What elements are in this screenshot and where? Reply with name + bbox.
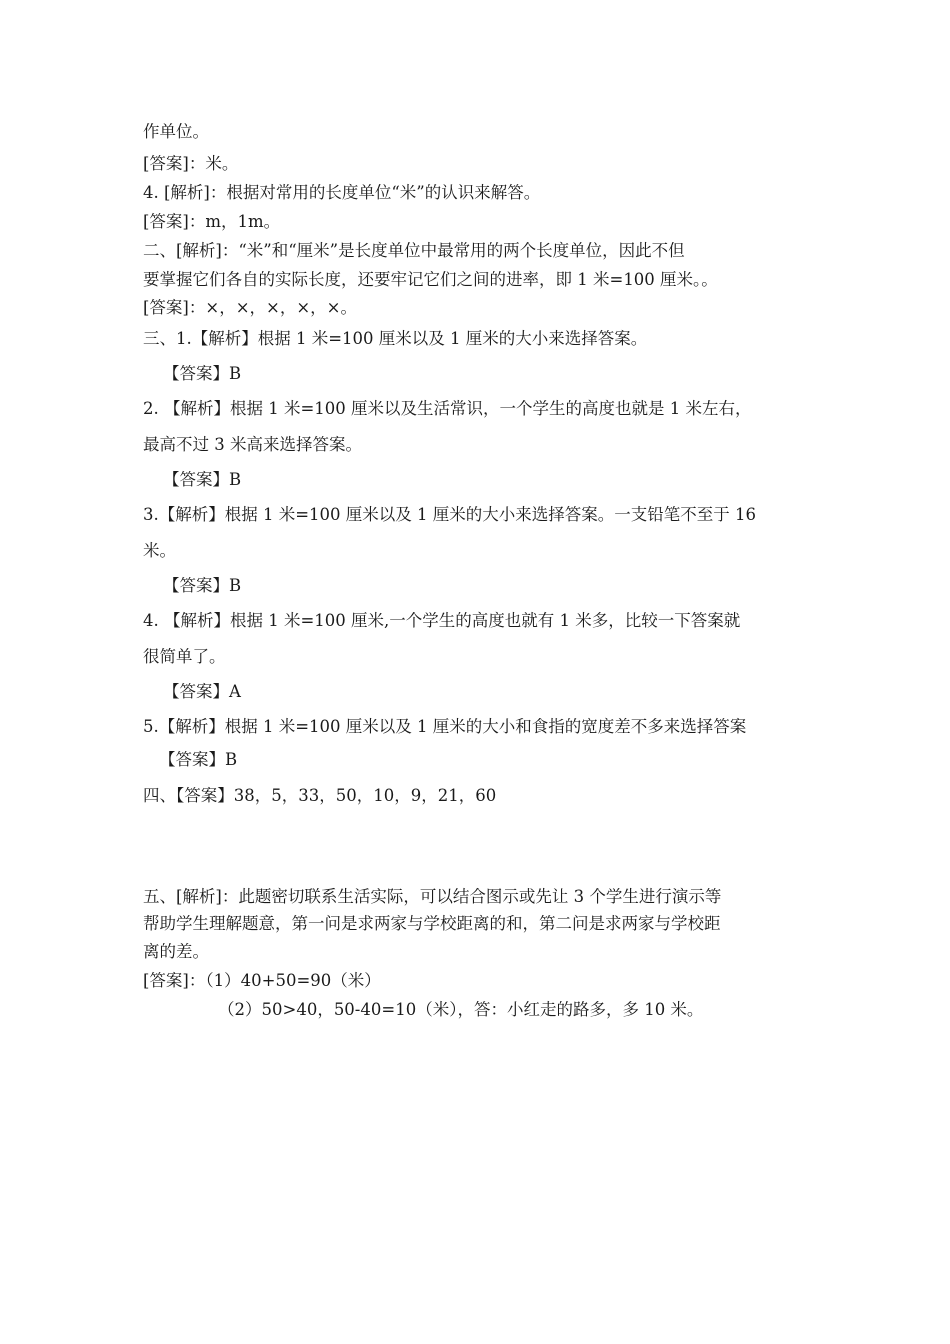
text-line: 四、【答案】38，5，33，50，10，9，21，60	[143, 786, 497, 805]
text-line: [答案]：（1）40+50=90（米）	[143, 971, 381, 990]
answer-line: 【答案】A	[163, 682, 241, 701]
answer-line: 【答案】B	[163, 576, 242, 595]
text-line: 最高不过 3 米高来选择答案。	[143, 435, 362, 454]
answer-line: （2）50>40，50-40=10（米），答：小红走的路多，多 10 米。	[218, 1000, 704, 1019]
text-line: 2. 【解析】根据 1 米=100 厘米以及生活常识，一个学生的高度也就是 1 米左右，	[143, 399, 752, 418]
text-line: [答案]：m，1m。	[143, 212, 281, 231]
text-line: 3.【解析】根据 1 米=100 厘米以及 1 厘米的大小来选择答案。一支铅笔不至于 16	[143, 505, 757, 524]
text-line: 二、[解析]：“米”和“厘米”是长度单位中最常用的两个长度单位，因此不但	[143, 241, 685, 260]
answer-line: 【答案】B	[163, 364, 242, 383]
text-line: 三、1.【解析】根据 1 米=100 厘米以及 1 厘米的大小来选择答案。	[143, 329, 648, 348]
text-line: 很简单了。	[143, 647, 226, 666]
text-line: 要掌握它们各自的实际长度，还要牢记它们之间的进率，即 1 米=100 厘米。。	[143, 270, 718, 289]
text-line: 4. 【解析】根据 1 米=100 厘米,一个学生的高度也就有 1 米多，比较一下答案就	[143, 611, 741, 630]
text-line: 米。	[143, 541, 176, 560]
text-line: 离的差。	[143, 942, 209, 961]
answer-line: 【答案】B	[163, 470, 242, 489]
answer-line: 【答案】B	[159, 750, 238, 769]
text-line: [答案]：米。	[143, 154, 239, 173]
text-line: 五、[解析]：此题密切联系生活实际，可以结合图示或先让 3 个学生进行演示等	[143, 887, 722, 906]
text-line: 5.【解析】根据 1 米=100 厘米以及 1 厘米的大小和食指的宽度差不多来选择答案	[143, 717, 747, 736]
text-line: 帮助学生理解题意，第一问是求两家与学校距离的和，第二问是求两家与学校距	[143, 914, 721, 933]
text-line: 作单位。	[143, 122, 209, 141]
text-line: 4. [解析]：根据对常用的长度单位“米”的认识来解答。	[143, 183, 541, 202]
text-line: [答案]：×，×，×，×，×。	[143, 298, 358, 317]
